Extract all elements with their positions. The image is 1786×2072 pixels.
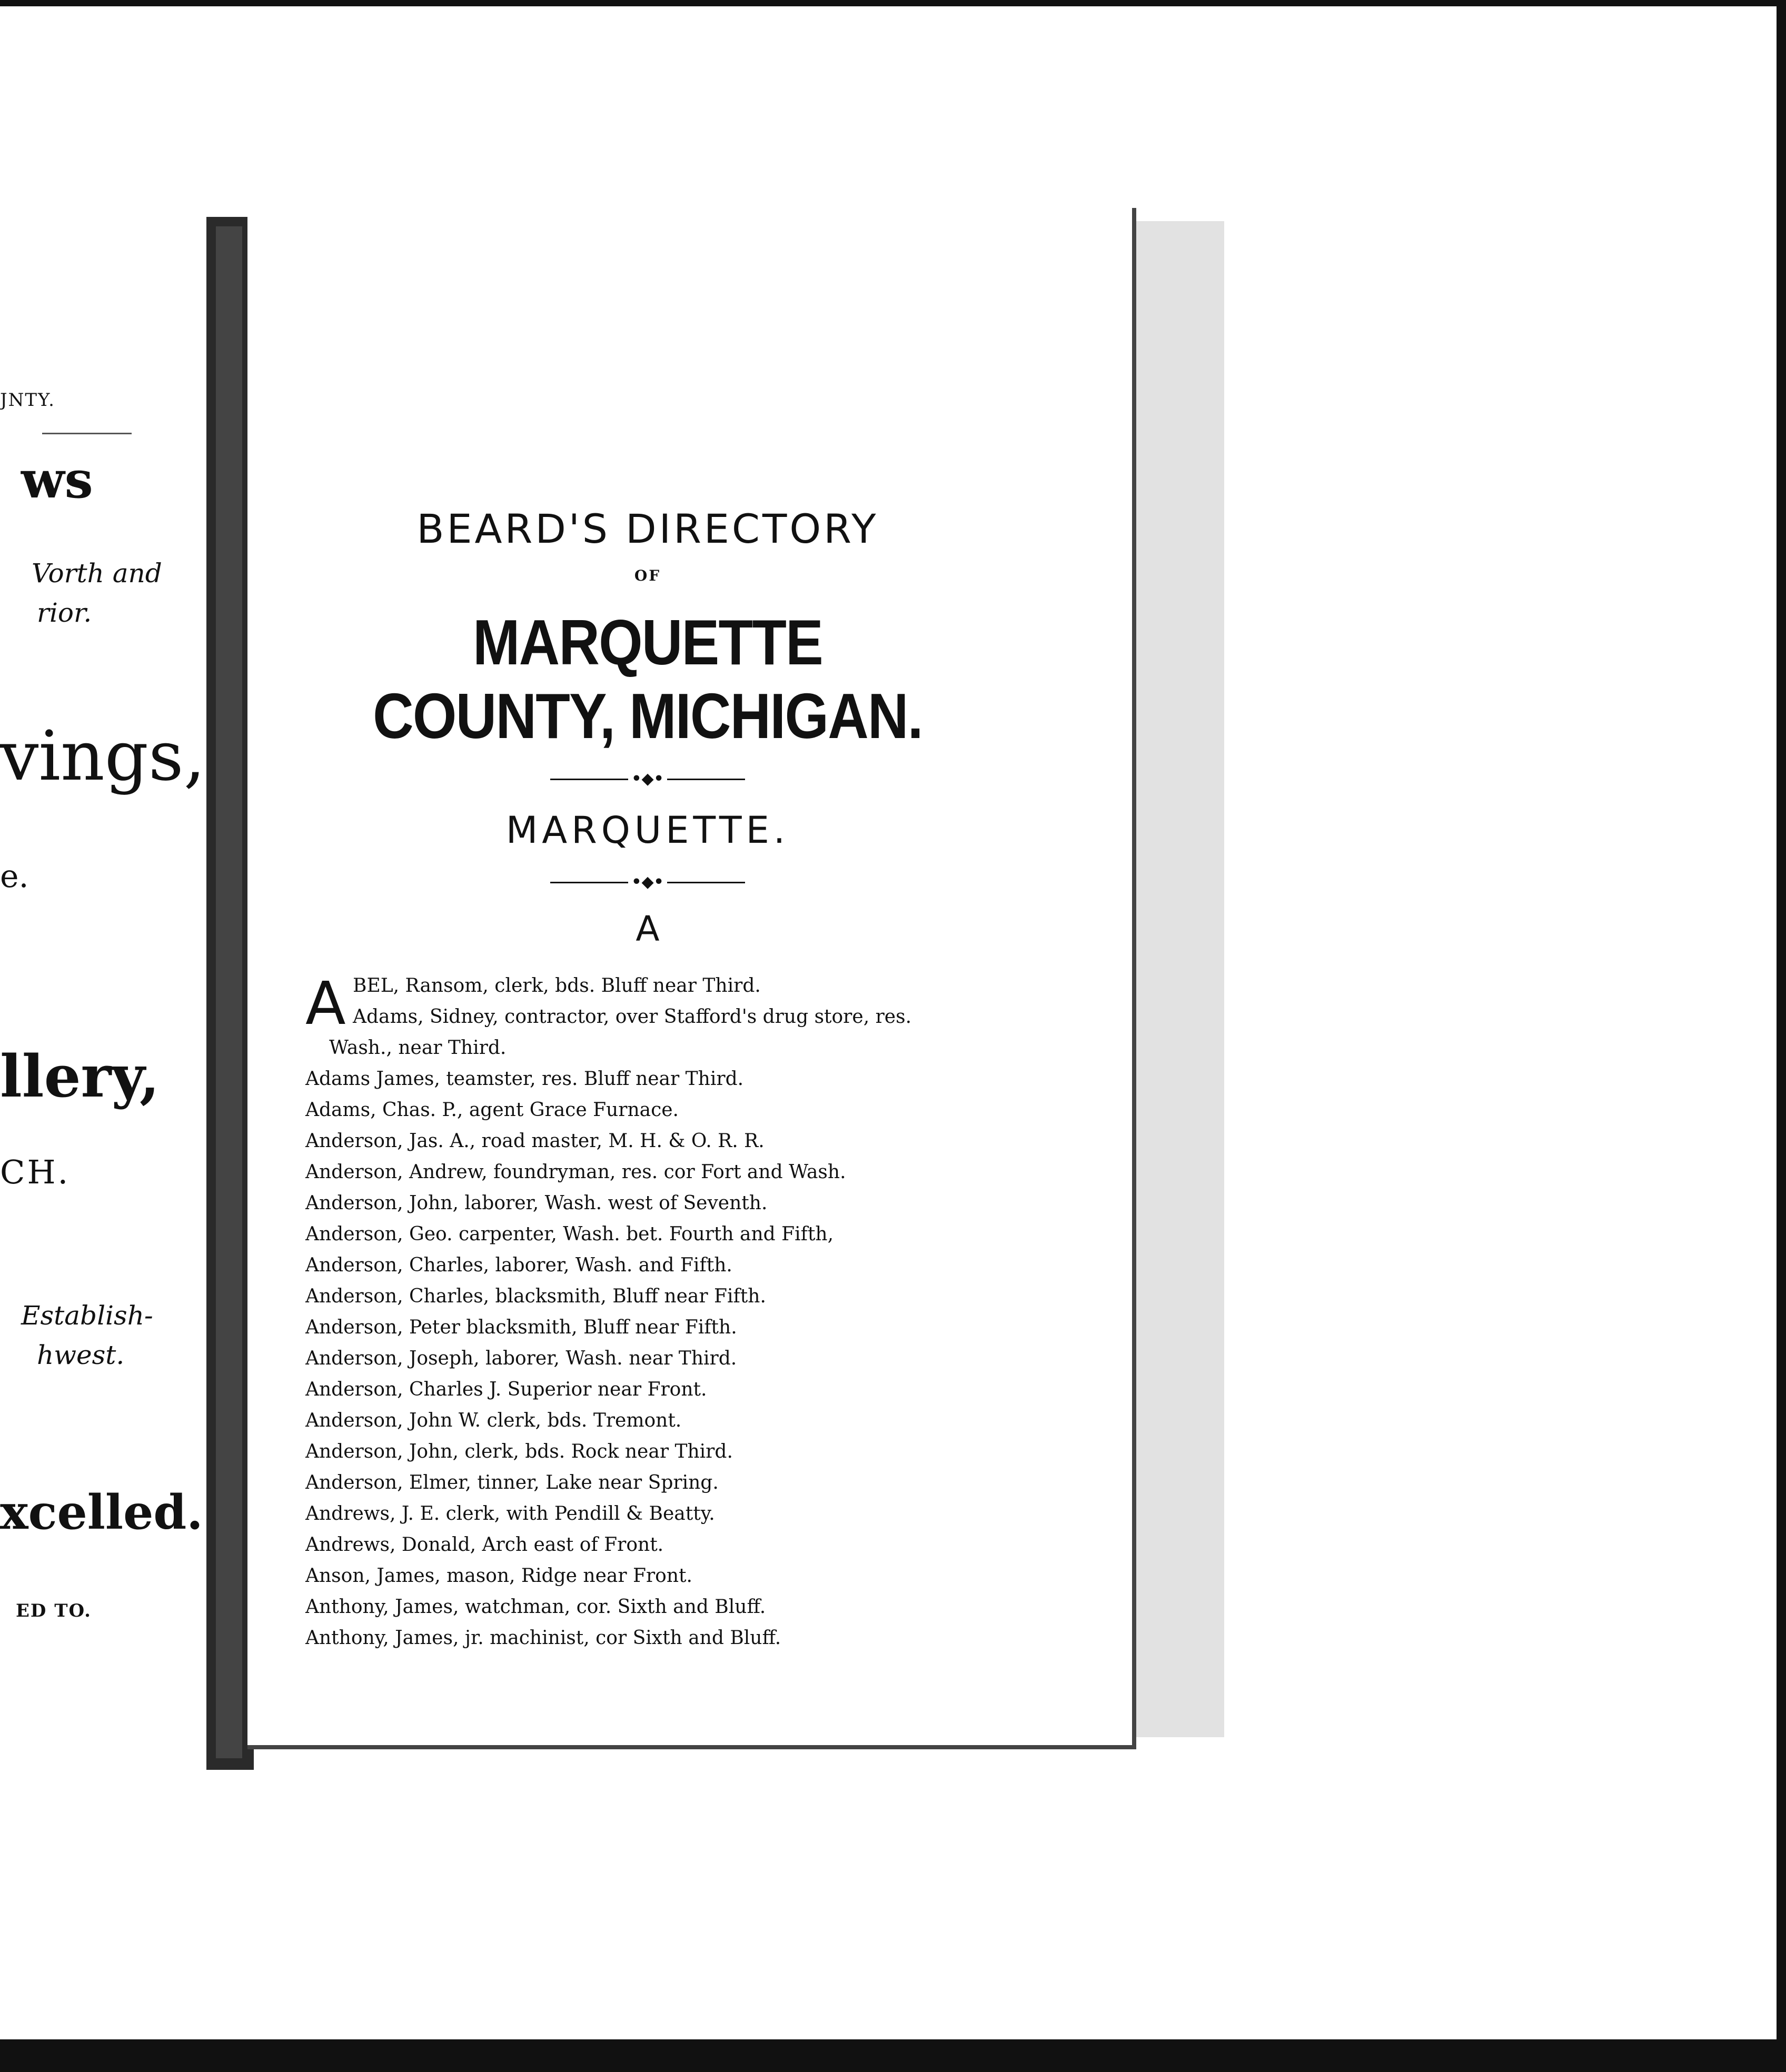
scan-border-right: [1777, 0, 1786, 2072]
city-heading: MARQUETTE.: [505, 809, 790, 852]
list-item: Anderson, Joseph, laborer, Wash. near Third.: [305, 1348, 737, 1369]
list-item: Adams, Chas. P., agent Grace Furnace.: [305, 1099, 679, 1121]
list-item: Anderson, John, laborer, Wash. west of Seventh.: [305, 1192, 768, 1214]
drop-cap: A: [305, 970, 346, 1038]
ornament-line-right: [667, 779, 745, 780]
left-page-rule: [42, 433, 132, 434]
first-entry: [305, 970, 990, 1038]
left-page-rior: rior.: [37, 597, 92, 628]
list-item: Anthony, James, jr. machinist, cor Sixth and Bluff.: [305, 1627, 781, 1649]
page-edge-shadow: [1127, 221, 1224, 1737]
first-entry-line-2: Adams, Sidney, contractor, over Stafford's drug store, res.: [353, 1006, 912, 1028]
county-heading: MARQUETTE COUNTY, MICHIGAN.: [373, 606, 922, 752]
first-entry-line-1: BEL, Ransom, clerk, bds. Bluff near Third.: [353, 975, 761, 997]
left-page-e: e.: [0, 858, 29, 895]
section-letter: A: [636, 909, 660, 949]
scan-border-top: [0, 0, 1786, 6]
directory-of: OF: [634, 567, 661, 584]
list-item: Adams James, teamster, res. Bluff near Third.: [305, 1068, 744, 1090]
list-item: Anderson, Peter blacksmith, Bluff near Fifth.: [305, 1317, 737, 1338]
list-item: Anderson, Andrew, foundryman, res. cor Fort and Wash.: [305, 1161, 846, 1183]
left-page-vings: vings,: [0, 716, 205, 796]
ornament-line-left: [550, 779, 628, 780]
ornament-line-left: [550, 882, 628, 883]
ornament-center: •◆•: [631, 873, 664, 891]
left-page-fragment: [0, 211, 221, 1753]
left-page-excelled: xcelled.: [0, 1485, 203, 1540]
directory-entries: [305, 970, 990, 1653]
ornament-line-right: [667, 882, 745, 883]
left-page-county-fragment: JNTY.: [0, 390, 55, 411]
list-item: Anderson, Elmer, tinner, Lake near Spring.: [305, 1472, 719, 1493]
left-page-north-and: Vorth and: [32, 558, 162, 589]
list-item: Anderson, Charles, blacksmith, Bluff near Fifth.: [305, 1286, 766, 1307]
left-page-establish: Establish-: [21, 1300, 153, 1331]
left-page-ws: ws: [21, 450, 93, 510]
directory-page: [247, 208, 1136, 1749]
list-item: Wash., near Third.: [329, 1037, 507, 1059]
list-item: Andrews, Donald, Arch east of Front.: [305, 1534, 664, 1556]
directory-title: BEARD'S DIRECTORY: [416, 505, 879, 552]
list-item: Anthony, James, watchman, cor. Sixth and Bluff.: [305, 1596, 766, 1618]
ornament-center: •◆•: [631, 770, 664, 788]
page-content: [305, 505, 990, 1653]
left-page-llery: llery,: [0, 1042, 160, 1110]
list-item: Anderson, Charles J. Superior near Front.: [305, 1379, 707, 1400]
list-item: Anson, James, mason, Ridge near Front.: [305, 1565, 692, 1587]
left-page-ed-to: ED TO.: [16, 1600, 92, 1621]
list-item: Anderson, Charles, laborer, Wash. and Fifth.: [305, 1254, 732, 1276]
list-item: Anderson, Geo. carpenter, Wash. bet. Fourth and Fifth,: [305, 1223, 834, 1245]
list-item: Andrews, J. E. clerk, with Pendill & Beatty.: [305, 1503, 715, 1525]
book-spine-inner: [216, 226, 242, 1758]
scan-border-bottom: [0, 2039, 1786, 2072]
list-item: Anderson, Jas. A., road master, M. H. & O. R. R.: [305, 1130, 765, 1152]
list-item: Anderson, John, clerk, bds. Rock near Third.: [305, 1441, 733, 1462]
list-item: Anderson, John W. clerk, bds. Tremont.: [305, 1410, 682, 1431]
ornamental-rule: [550, 770, 745, 788]
left-page-hwest: hwest.: [37, 1340, 125, 1370]
left-page-ch: CH.: [0, 1153, 71, 1191]
ornamental-rule-2: [550, 873, 745, 891]
